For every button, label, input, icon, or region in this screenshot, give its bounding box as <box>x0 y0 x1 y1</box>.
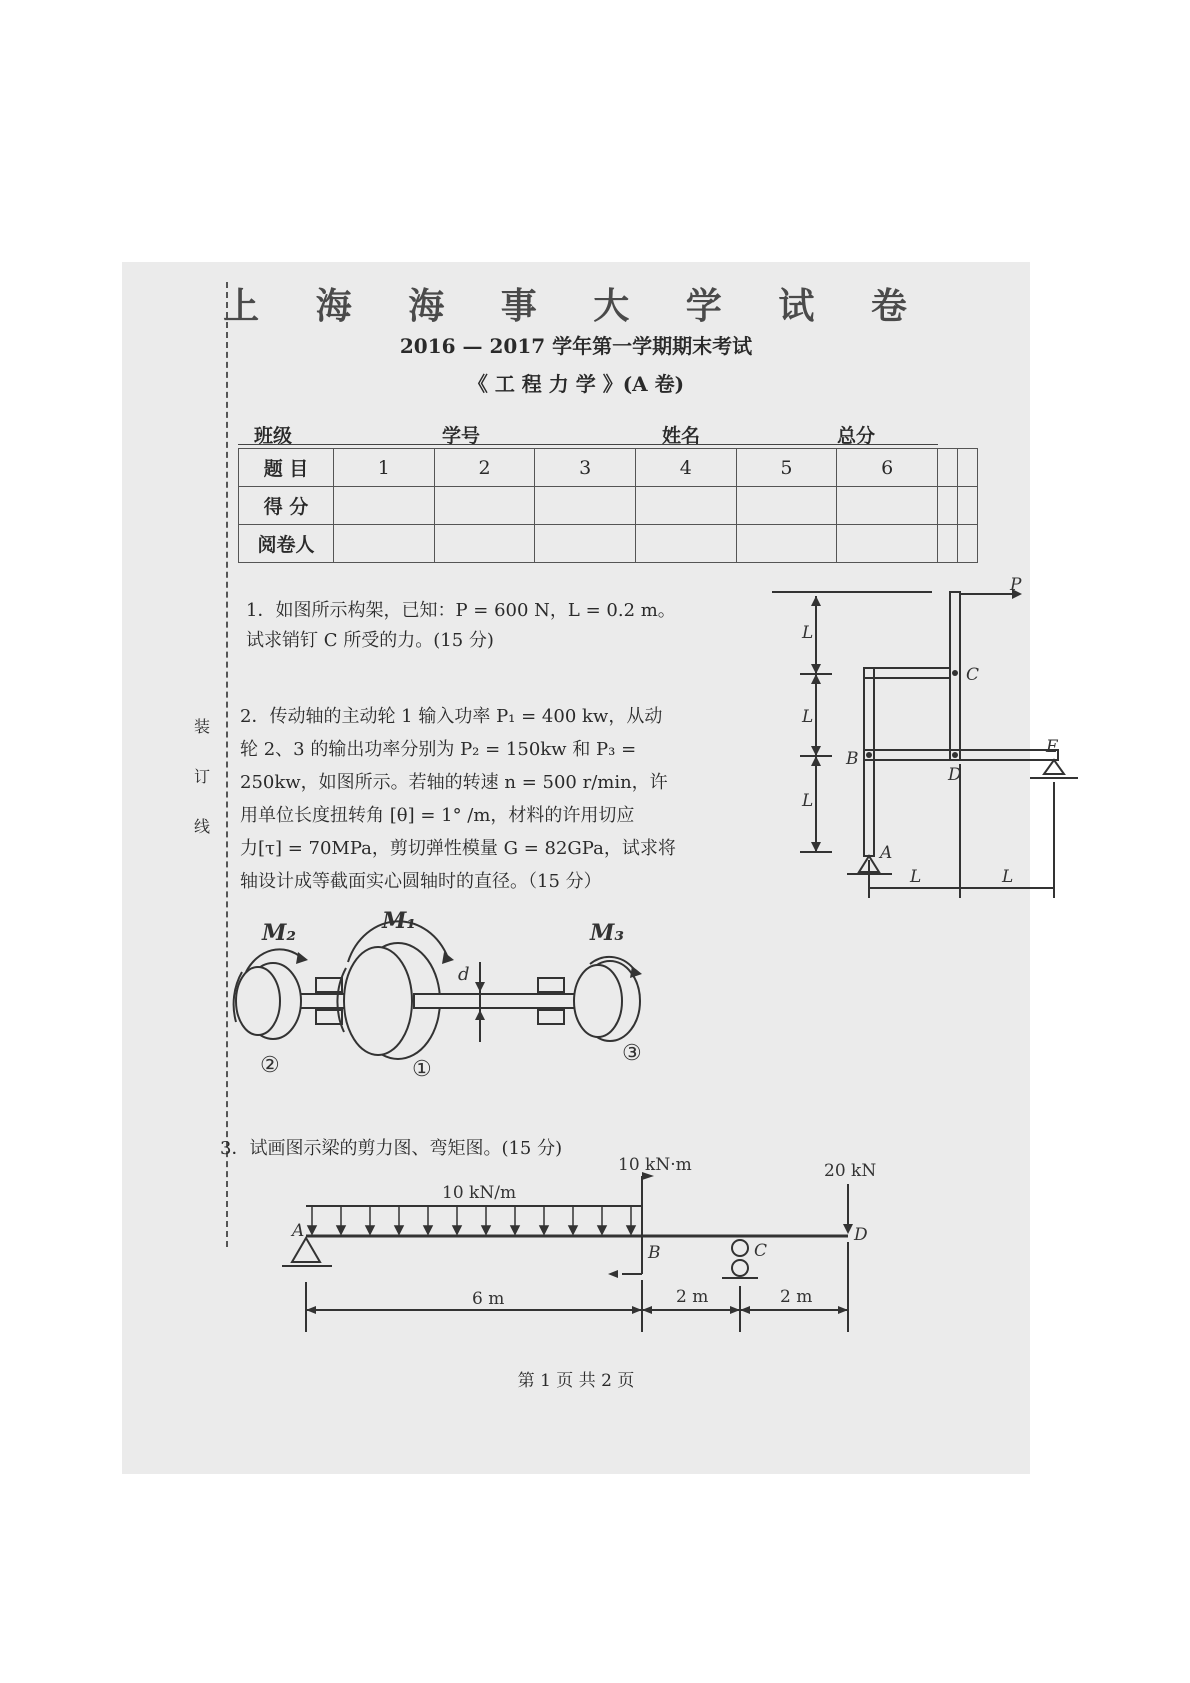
question-1-line-2: 试求销钉 C 所受的力。(15 分) <box>246 630 494 651</box>
label-wheel-2: ② <box>260 1053 280 1078</box>
score-cell[interactable] <box>937 487 957 525</box>
binding-dashed-line <box>226 282 228 1247</box>
grader-cell[interactable] <box>434 525 535 563</box>
question-number-cell: 6 <box>837 449 938 487</box>
label-moment: 10 kN·m <box>618 1155 692 1175</box>
grader-cell[interactable] <box>334 525 435 563</box>
label-L-2: L <box>802 707 814 727</box>
label-E: E <box>1046 737 1059 757</box>
course-name: 《 工 程 力 学 》(A 卷) <box>467 372 685 396</box>
question-2-line-2: 轮 2、3 的输出功率分别为 P₂ = 150kw 和 P₃ = <box>240 739 637 760</box>
score-cell[interactable] <box>535 487 636 525</box>
score-cell[interactable] <box>736 487 837 525</box>
question-2-line-6: 轴设计成等截面实心圆轴时的直径。（15 分） <box>240 871 602 892</box>
row-header-score: 得 分 <box>239 487 334 525</box>
score-table-row-scores <box>239 487 978 525</box>
binding-char-zhuang: 装 <box>194 717 211 736</box>
question-number-cell <box>957 449 977 487</box>
load-arrow-head <box>511 1226 519 1234</box>
score-cell[interactable] <box>957 487 977 525</box>
label-B: B <box>846 749 859 769</box>
load-arrow-head <box>540 1226 548 1234</box>
grader-cell[interactable] <box>635 525 736 563</box>
label-P: P <box>1010 575 1022 595</box>
question-number-cell: 2 <box>434 449 535 487</box>
label-L-1: L <box>802 623 814 643</box>
load-arrow-head <box>424 1226 432 1234</box>
grader-cell[interactable] <box>535 525 636 563</box>
exam-title: 上 海 海 事 大 学 试 卷 <box>223 285 929 327</box>
label-dim-2m-1: 2 m <box>676 1287 709 1307</box>
label-A: A <box>880 843 893 863</box>
label-dim-6m: 6 m <box>472 1289 505 1309</box>
label-beam-B: B <box>648 1243 661 1263</box>
label-force: 20 kN <box>824 1161 877 1181</box>
load-arrow-head <box>598 1226 606 1234</box>
label-C: C <box>966 665 980 685</box>
class-label: 班级 <box>254 425 293 447</box>
name-label: 姓名 <box>662 425 701 447</box>
label-beam-C: C <box>754 1241 768 1261</box>
label-dim-2m-2: 2 m <box>780 1287 813 1307</box>
label-L-5: L <box>1002 867 1014 887</box>
score-cell[interactable] <box>334 487 435 525</box>
load-arrow-head <box>627 1226 635 1234</box>
load-arrow-head <box>337 1226 345 1234</box>
score-table <box>238 448 978 563</box>
load-arrow-head <box>569 1226 577 1234</box>
label-M2: M₂ <box>262 920 296 946</box>
label-wheel-1: ① <box>412 1057 432 1082</box>
load-arrow-head <box>482 1226 490 1234</box>
load-arrow-head <box>453 1226 461 1234</box>
page-footer: 第 1 页 共 2 页 <box>517 1371 635 1391</box>
question-2-line-5: 力[τ] = 70MPa，剪切弹性模量 G = 82GPa，试求将 <box>240 838 676 859</box>
question-2-line-3: 250kw，如图所示。若轴的转速 n = 500 r/min，许 <box>240 772 668 793</box>
question-2-line-4: 用单位长度扭转角 [θ] = 1° /m，材料的许用切应 <box>240 805 635 826</box>
label-beam-A: A <box>292 1221 305 1241</box>
row-header-question: 题 目 <box>239 449 334 487</box>
question-2-line-1: 2．传动轴的主动轮 1 输入功率 P₁ = 400 kw，从动 <box>240 706 663 727</box>
question-1-line-1: 1．如图所示构架，已知：P = 600 N，L = 0.2 m。 <box>246 600 676 621</box>
question-1-frame-figure <box>682 575 1059 902</box>
question-number-cell: 3 <box>535 449 636 487</box>
score-cell[interactable] <box>837 487 938 525</box>
question-number-cell: 5 <box>736 449 837 487</box>
label-distributed-load: 10 kN/m <box>442 1183 517 1203</box>
question-3-beam-figure <box>292 1155 912 1312</box>
question-number-cell: 4 <box>635 449 736 487</box>
exam-subtitle: 2016 — 2017 学年第一学期期末考试 <box>399 334 753 358</box>
question-2-shaft-figure <box>218 902 658 1102</box>
label-d: d <box>458 964 470 985</box>
label-M1: M₁ <box>382 908 416 934</box>
question-number-cell: 1 <box>334 449 435 487</box>
student-id-label: 学号 <box>442 425 481 447</box>
total-score-label: 总分 <box>837 425 876 447</box>
binding-char-ding: 订 <box>194 767 211 786</box>
question-3: 3．试画图示梁的剪力图、弯矩图。(15 分) <box>220 1138 563 1159</box>
label-D: D <box>948 765 962 785</box>
grader-cell[interactable] <box>957 525 977 563</box>
binding-char-xian: 线 <box>194 817 211 836</box>
exam-paper <box>122 262 1059 1474</box>
grader-cell[interactable] <box>837 525 938 563</box>
row-header-grader: 阅卷人 <box>239 525 334 563</box>
load-arrow-head <box>308 1226 316 1234</box>
info-underline <box>238 444 938 445</box>
grader-cell[interactable] <box>937 525 957 563</box>
grader-cell[interactable] <box>736 525 837 563</box>
score-table-row-questions <box>239 449 978 487</box>
label-L-4: L <box>910 867 922 887</box>
score-cell[interactable] <box>434 487 535 525</box>
score-cell[interactable] <box>635 487 736 525</box>
question-number-cell <box>937 449 957 487</box>
label-M3: M₃ <box>590 920 624 946</box>
score-table-row-graders <box>239 525 978 563</box>
load-arrow-head <box>395 1226 403 1234</box>
label-L-3: L <box>802 791 814 811</box>
load-arrow-head <box>366 1226 374 1234</box>
label-wheel-3: ③ <box>622 1041 642 1066</box>
label-beam-D: D <box>854 1225 868 1245</box>
